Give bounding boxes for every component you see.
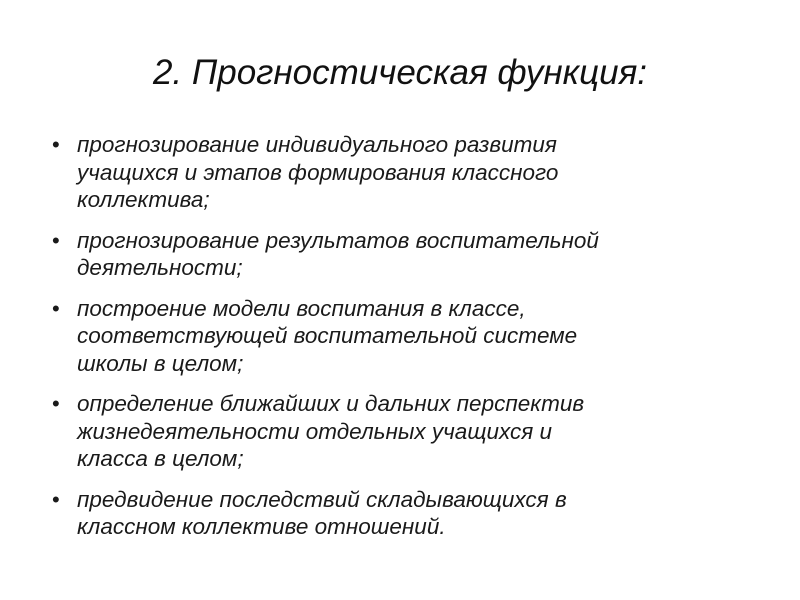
bullet-icon: • (52, 132, 60, 157)
bullet-text-line: школы в целом; (77, 350, 244, 376)
bullet-text-line: прогнозирование индивидуального развития (77, 132, 557, 157)
bullet-text-line: деятельности; (77, 255, 243, 280)
bullet-icon: • (52, 295, 60, 321)
bullet-item (52, 131, 752, 214)
bullet-text-line: определение ближайших и дальних перспектив (77, 391, 585, 416)
bullet-text-line: прогнозирование результатов воспитательной (77, 227, 599, 253)
bullet-icon: • (52, 227, 60, 253)
bullet-item (52, 227, 752, 282)
bullet-text-line: класса в целом; (77, 446, 244, 471)
slide-title: 2. Прогностическая функция: (152, 53, 648, 92)
bullet-text-line: классном коллективе отношений. (77, 514, 446, 539)
bullet-text-line: соответствующей воспитательной системе (77, 323, 578, 348)
bullet-text-line: жизнедеятельности отдельных учащихся и (77, 418, 553, 444)
bullet-text-line: построение модели воспитания в классе, (77, 295, 526, 321)
bullet-text-line: коллектива; (77, 187, 210, 212)
bullet-item (52, 486, 752, 541)
bullet-text-line: предвидение последствий складывающихся в (77, 486, 567, 512)
bullet-icon: • (52, 391, 60, 416)
bullet-text-line: учащихся и этапов формирования классного (77, 159, 559, 185)
bullet-icon: • (52, 486, 60, 512)
bullet-list (52, 131, 752, 554)
bullet-item (52, 390, 752, 473)
bullet-item (52, 295, 752, 378)
